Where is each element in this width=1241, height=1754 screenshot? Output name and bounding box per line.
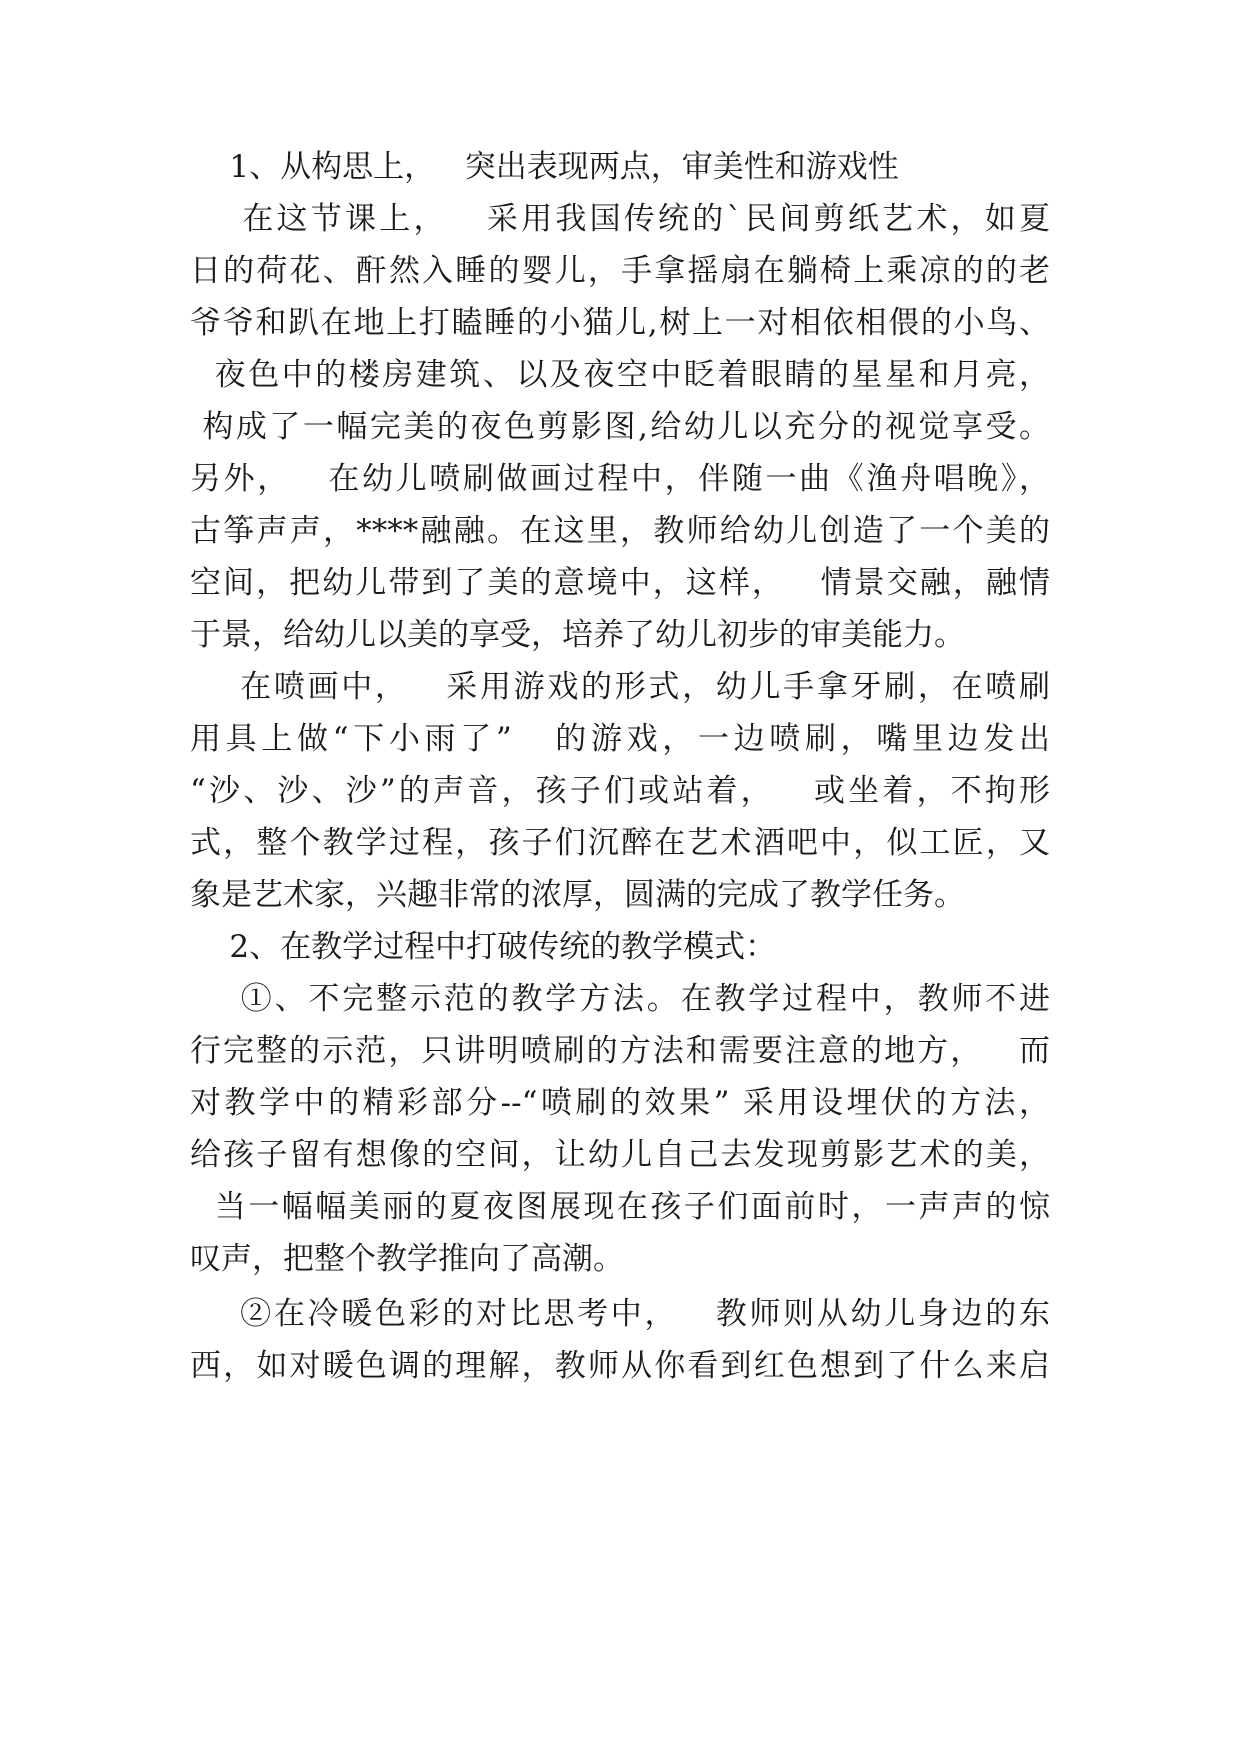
- paragraph-line: ②在冷暖色彩的对比思考中， 教师则从幼儿身边的东: [190, 1296, 1050, 1332]
- paragraph-line: 给孩子留有想像的空间，让幼儿自己去发现剪影艺术的美，: [190, 1137, 1050, 1173]
- paragraph-line: 夜色中的楼房建筑、以及夜空中眨着眼睛的星星和月亮，: [190, 357, 1050, 393]
- paragraph-line: 对教学中的精彩部分--“喷刷的效果” 采用设埋伏的方法，: [190, 1085, 1050, 1121]
- paragraph-line: 用具上做“下小雨了” 的游戏，一边喷刷，嘴里边发出: [190, 721, 1050, 757]
- paragraph-line: 在这节课上， 采用我国传统的`民间剪纸艺术，如夏: [190, 201, 1050, 237]
- paragraph-line: 象是艺术家，兴趣非常的浓厚，圆满的完成了教学任务。: [190, 877, 965, 913]
- paragraph-line: 构成了一幅完美的夜色剪影图,给幼儿以充分的视觉享受。: [190, 409, 1050, 445]
- paragraph-line: 日的荷花、酐然入睡的婴儿，手拿摇扇在躺椅上乘凉的的老: [190, 253, 1050, 289]
- paragraph-line: “沙、沙、沙”的声音，孩子们或站着， 或坐着，不拘形: [190, 773, 1050, 809]
- paragraph-line: 叹声，把整个教学推向了高潮。: [190, 1241, 624, 1277]
- paragraph-line: 于景，给幼儿以美的享受，培养了幼儿初步的审美能力。: [190, 617, 965, 653]
- paragraph-line: 2、在教学过程中打破传统的教学模式：: [190, 929, 777, 965]
- paragraph-line: 空间，把幼儿带到了美的意境中，这样， 情景交融，融情: [190, 565, 1050, 601]
- paragraph-line: 1、从构思上， 突出表现两点，审美性和游戏性: [190, 149, 899, 185]
- paragraph-line: 式，整个教学过程，孩子们沉醉在艺术酒吧中，似工匠，又: [190, 825, 1050, 861]
- paragraph-line: 另外， 在幼儿喷刷做画过程中，伴随一曲《渔舟唱晚》，: [190, 461, 1050, 497]
- paragraph-line: 在喷画中， 采用游戏的形式，幼儿手拿牙刷，在喷刷: [190, 669, 1050, 705]
- paragraph-line: 当一幅幅美丽的夏夜图展现在孩子们面前时，一声声的惊: [190, 1189, 1050, 1225]
- paragraph-line: 爷爷和趴在地上打瞌睡的小猫儿,树上一对相依相偎的小鸟、: [190, 305, 1050, 341]
- paragraph-line: 西，如对暖色调的理解，教师从你看到红色想到了什么来启: [190, 1348, 1050, 1384]
- paragraph-line: ①、不完整示范的教学方法。在教学过程中，教师不进: [190, 981, 1050, 1017]
- paragraph-line: 古筝声声，****融融。在这里，教师给幼儿创造了一个美的: [190, 513, 1050, 549]
- paragraph-line: 行完整的示范，只讲明喷刷的方法和需要注意的地方， 而: [190, 1033, 1050, 1069]
